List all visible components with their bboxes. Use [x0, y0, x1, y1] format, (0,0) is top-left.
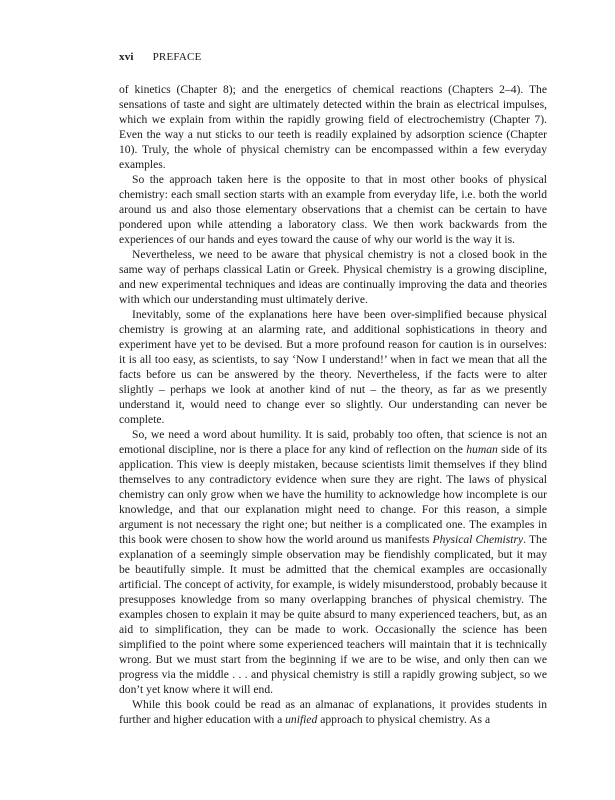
page-number: xvi	[119, 51, 134, 63]
paragraph	[119, 82, 547, 172]
section-title: PREFACE	[152, 51, 202, 63]
paragraph	[119, 697, 547, 727]
italic-term: unified	[285, 713, 318, 726]
italic-title: Physical Chemistry	[432, 533, 524, 546]
italic-term: human	[466, 443, 498, 456]
text-run: side of its application. This view is deeply mistaken, because scientists limit themselves if they blind themselves to any contradictory evidence when sure they are right. The laws of physical chemistry can only grow when we have the humility to acknowledge how incomplete is our knowledge, and that our explanation might need to change. For this reason, a simple argument is not necessary the right one; but neither is a complicated one. The examples in this book were chosen to show how the world around us manifests	[119, 443, 547, 546]
text-run: approach to physical chemistry. As a	[317, 713, 491, 726]
text-run: So the approach taken here is the opposite to that in most other books of physical chemistry: each small section starts with an example from everyday life, i.e. both the world around us and also those elementary observations that a chemist can be certain to have pondered upon while attending a laboratory class. We then work backwards from the experiences of our hands and eyes toward the cause of why our world is the way it is.	[119, 173, 547, 246]
paragraph	[119, 307, 547, 427]
paragraph	[119, 172, 547, 247]
body-text	[119, 82, 547, 727]
paragraph	[119, 247, 547, 307]
text-run: So, we need a word about humility. It is said, probably too often, that science is not an emotional discipline, nor is there a place for any kind of reflection on the	[119, 428, 547, 456]
running-head	[119, 51, 202, 63]
text-run: Nevertheless, we need to be aware that physical chemistry is not a closed book in the same way of perhaps classical Latin or Greek. Physical chemistry is a growing discipline, and new experimental techniques and ideas are continually improving the data and theories with which our understanding must ultimately derive.	[119, 248, 547, 306]
text-run: While this book could be read as an almanac of explanations, it provides students in further and higher education with a	[119, 698, 547, 726]
text-run: . The explanation of a seemingly simple observation may be fiendishly complicated, but it may be beautifully simple. It must be admitted that the chemical examples are occasionally artificial. The concept of activity, for example, is widely misunderstood, probably because it presupposes knowledge from so many overlapping branches of physical chemistry. The examples chosen to explain it may be quite absurd to many experienced teachers, but, as an aid to simplification, they can be made to work. Occasionally the science has been simplified to the point where some experienced teachers will maintain that it is technically wrong. But we must start from the beginning if we are to be wise, and only then can we progress via the middle . . . and physical chemistry is still a rapidly growing subject, so we don’t yet know where it will end.	[119, 533, 547, 696]
paragraph	[119, 427, 547, 697]
text-run: of kinetics (Chapter 8); and the energetics of chemical reactions (Chapters 2–4). The sensations of taste and sight are ultimately detected within the brain as electrical impulses, which we explain from within the rapidly growing field of electrochemistry (Chapter 7). Even the way a nut sticks to our teeth is readily explained by adsorption science (Chapter 10). Truly, the whole of physical chemistry can be encompassed within a few everyday examples.	[119, 83, 547, 171]
text-run: Inevitably, some of the explanations here have been over-simplified because physical chemistry is growing at an alarming rate, and additional sophistications in theory and experiment have yet to be devised. But a more profound reason for caution is in ourselves: it is all too easy, as scientists, to say ‘Now I understand!’ when in fact we mean that all the facts before us can be answered by the theory. Nevertheless, if the facts were to alter slightly – perhaps we look at another kind of nut – the theory, as far as we presently understand it, would need to change ever so slightly. Our understanding can never be complete.	[119, 308, 547, 426]
